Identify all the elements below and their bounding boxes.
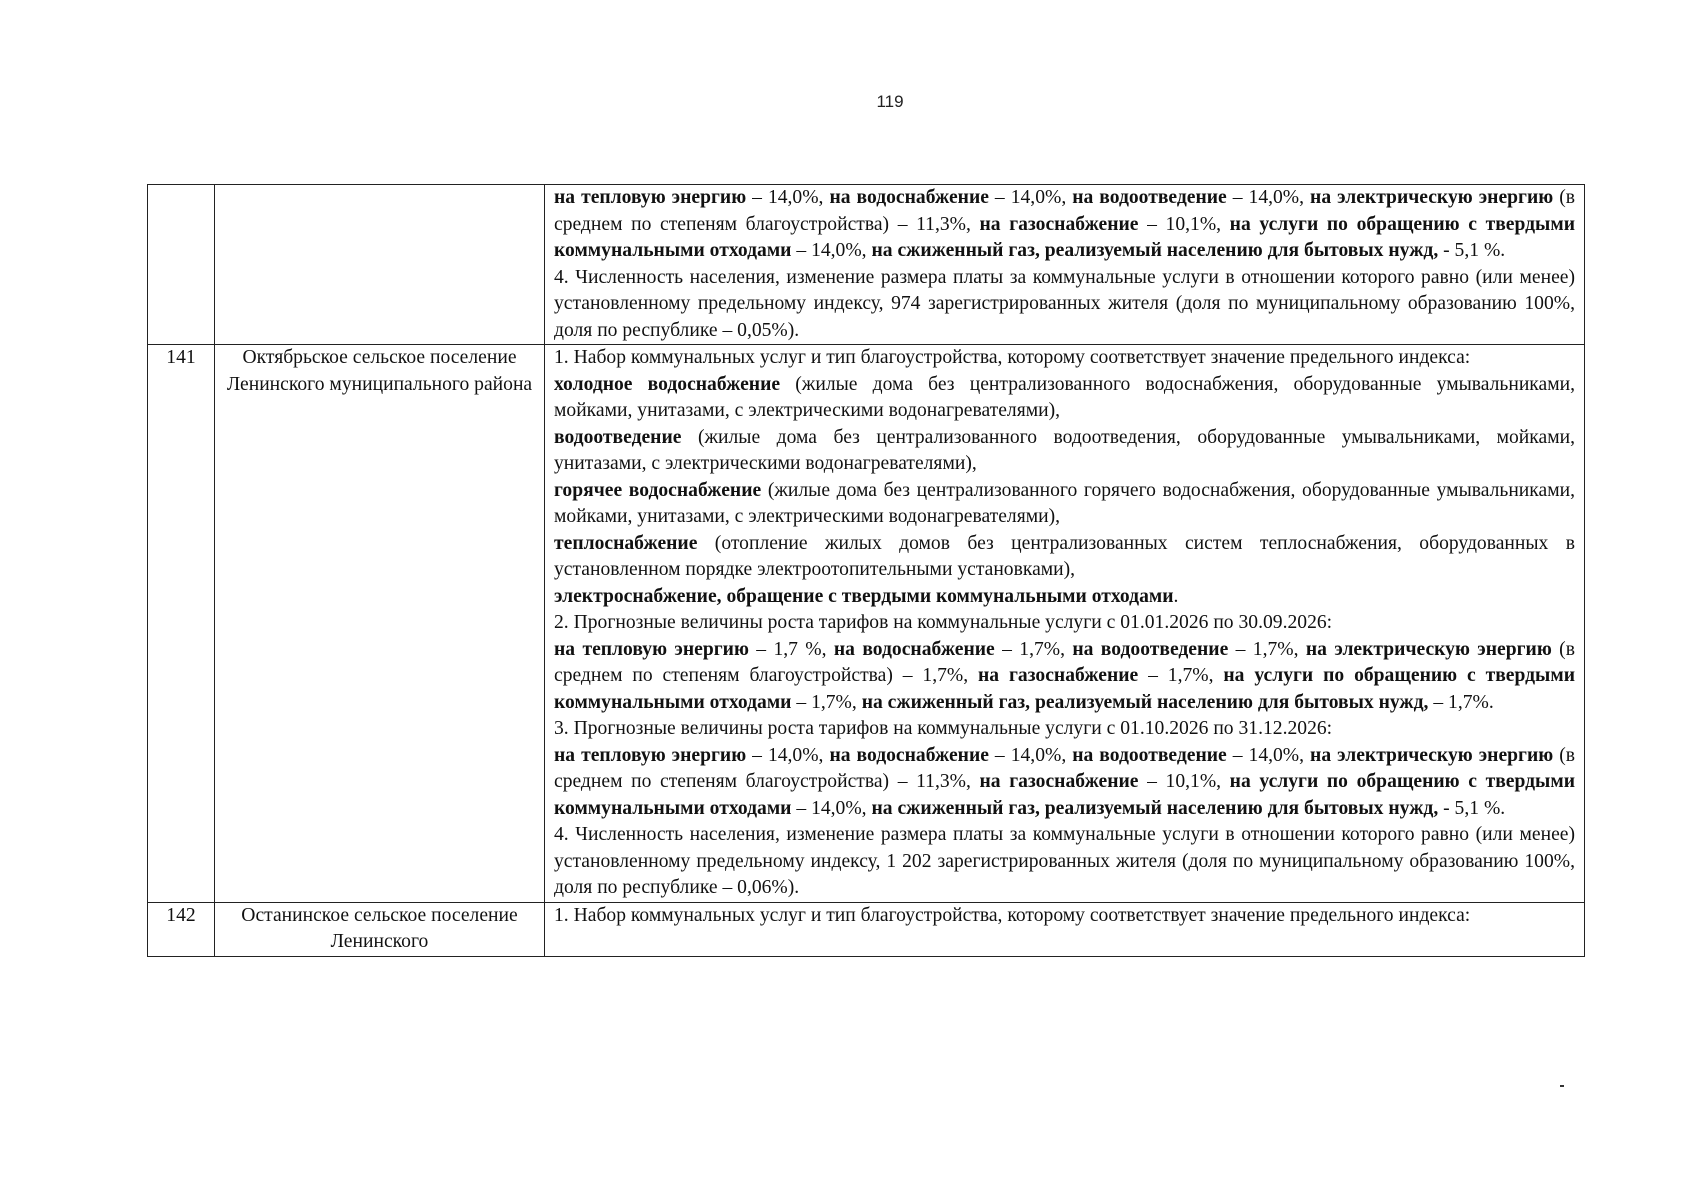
bold-term: на водоснабжение: [829, 744, 989, 766]
text-segment: 1. Набор коммунальных услуг и тип благоустройства, которому соответствует значение предельного индекса:: [554, 904, 1471, 926]
text-segment: – 14,0%,: [746, 744, 830, 766]
text-segment: (жилые дома без централизованного водоснабжения, оборудованные умывальниками, мойками, унитазами, с электрическими водонагревателями),: [554, 373, 1576, 421]
bold-term: на тепловую энергию: [554, 638, 749, 660]
row-number: 142: [148, 902, 215, 956]
description-paragraph: [554, 478, 1575, 531]
bold-term: на услуги по обращению с твердыми коммунальными отходами: [554, 665, 1575, 713]
bold-term: на сжиженный газ, реализуемый населению для бытовых нужд,: [871, 240, 1439, 261]
row-number: [148, 185, 215, 345]
description-paragraph: [554, 610, 1575, 637]
text-segment: 4. Численность населения, изменение размера платы за коммунальные услуги в отношении которого равно (или менее) установленному предельному индексу, 974 зарегистрированных жителя (доля по муниципальному образованию 100%, доля по республике – 0,05%).: [554, 266, 1575, 341]
tariff-description: [545, 345, 1585, 903]
text-segment: (отопление жилых домов без централизованных систем теплоснабжения, оборудованных в установленном порядке электроотопительными установками),: [554, 532, 1575, 580]
text-segment: - 5,1 %.: [1438, 240, 1506, 261]
bold-term: на электрическую энергию: [1310, 187, 1554, 208]
page-number: 119: [876, 92, 904, 111]
bold-term: на газоснабжение: [979, 771, 1139, 792]
table-row: [148, 345, 1585, 903]
text-segment: 4. Численность населения, изменение размера платы за коммунальные услуги в отношении которого равно (или менее) установленному предельному индексу, 1 202 зарегистрированных жителя (доля по муниципальному образованию 100%, доля по республике – 0,06%).: [554, 824, 1575, 898]
text-segment: – 14,0%,: [791, 797, 872, 819]
description-paragraph: [554, 743, 1575, 823]
bold-term: водоотведение: [554, 426, 682, 448]
text-segment: – 14,0%,: [1226, 187, 1311, 208]
municipality-name: [215, 185, 545, 345]
text-segment: – 10,1%,: [1138, 771, 1230, 792]
description-paragraph: [554, 903, 1575, 930]
text-segment: – 10,1%,: [1138, 213, 1230, 235]
text-segment: 3. Прогнозные величины роста тарифов на коммунальные услуги с 01.10.2026 по 31.12.2026:: [554, 718, 1333, 739]
bold-term: теплоснабжение: [554, 532, 698, 554]
text-segment: – 14,0%,: [988, 744, 1073, 766]
text-segment: (жилые дома без централизованного водоотведения, оборудованные умывальниками, мойками, унитазами, с электрическими водонагревателями),: [554, 426, 1575, 474]
text-segment: – 14,0%,: [791, 240, 872, 261]
description-paragraph: [554, 637, 1575, 717]
text-segment: – 14,0%,: [746, 187, 830, 208]
bold-term: на электрическую энергию: [1310, 744, 1554, 766]
bold-term: на электрическую энергию: [1305, 638, 1552, 660]
bold-term: на услуги по обращению с твердыми коммунальными отходами: [554, 213, 1575, 261]
bold-term: на водоотведение: [1072, 187, 1227, 208]
bold-term: электроснабжение, обращение с твердыми коммунальными отходами: [554, 585, 1174, 607]
text-segment: – 1,7%,: [1228, 638, 1306, 660]
tariff-table: [147, 184, 1585, 957]
text-segment: (в среднем по степеням благоустройства) – 11,3%,: [554, 187, 1575, 235]
tariff-description: [545, 902, 1585, 956]
text-segment: (в среднем по степеням благоустройства) – 1,7%,: [554, 638, 1575, 686]
text-segment: (жилые дома без централизованного горячего водоснабжения, оборудованные умывальниками, мойками, унитазами, с электрическими водонагревателями),: [554, 479, 1575, 527]
bold-term: на тепловую энергию: [554, 187, 747, 208]
bold-term: холодное водоснабжение: [554, 373, 781, 395]
text-segment: – 1,7%.: [1428, 691, 1494, 713]
bold-term: на газоснабжение: [978, 665, 1139, 686]
description-paragraph: [554, 822, 1575, 902]
description-paragraph: [554, 716, 1575, 743]
bold-term: на услуги по обращению с твердыми коммунальными отходами: [554, 771, 1575, 819]
description-paragraph: [554, 345, 1575, 372]
text-segment: - 5,1 %.: [1438, 797, 1506, 819]
bold-term: на водоснабжение: [829, 187, 989, 208]
description-paragraph: [554, 265, 1575, 345]
row-number: 141: [148, 345, 215, 903]
description-paragraph: [554, 185, 1575, 265]
table-row: [148, 185, 1585, 345]
description-paragraph: [554, 531, 1575, 584]
bold-term: на газоснабжение: [979, 213, 1139, 235]
bold-term: на водоотведение: [1072, 638, 1229, 660]
tariff-description: [545, 185, 1585, 345]
text-segment: – 1,7%,: [1138, 665, 1224, 686]
bold-term: горячее водоснабжение: [554, 479, 762, 501]
bold-term: на сжиженный газ, реализуемый населению для бытовых нужд,: [871, 797, 1439, 819]
text-segment: – 14,0%,: [1226, 744, 1311, 766]
text-segment: – 1,7%,: [994, 638, 1073, 660]
municipality-name: Останинское сельское поселение Ленинского: [215, 902, 545, 956]
table-row: [148, 902, 1585, 956]
text-segment: – 14,0%,: [988, 187, 1073, 208]
description-paragraph: [554, 372, 1575, 425]
scan-mark: [1560, 1085, 1564, 1087]
bold-term: на водоотведение: [1072, 744, 1227, 766]
table-body: [148, 185, 1585, 957]
text-segment: – 1,7%,: [791, 691, 862, 713]
municipality-name: Октябрьское сельское поселение Ленинского муниципального района: [215, 345, 545, 903]
text-segment: .: [1173, 585, 1179, 607]
text-segment: 1. Набор коммунальных услуг и тип благоустройства, которому соответствует значение предельного индекса:: [554, 347, 1471, 368]
text-segment: 2. Прогнозные величины роста тарифов на коммунальные услуги с 01.01.2026 по 30.09.2026:: [554, 612, 1333, 633]
description-paragraph: [554, 584, 1575, 611]
text-segment: (в среднем по степеням благоустройства) – 11,3%,: [554, 744, 1575, 792]
text-segment: – 1,7 %,: [748, 638, 834, 660]
description-paragraph: [554, 425, 1575, 478]
bold-term: на сжиженный газ, реализуемый населению для бытовых нужд,: [861, 691, 1429, 713]
bold-term: на водоснабжение: [833, 638, 995, 660]
bold-term: на тепловую энергию: [554, 744, 747, 766]
